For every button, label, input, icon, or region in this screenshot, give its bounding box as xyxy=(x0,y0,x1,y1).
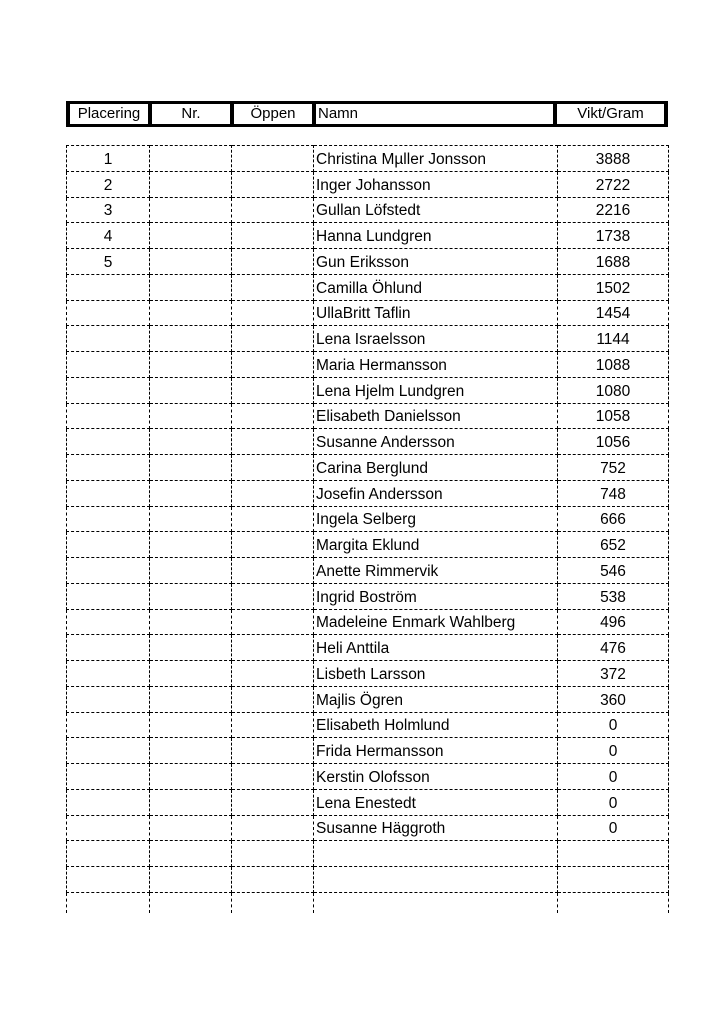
name-cell: Ingrid Boström xyxy=(314,583,558,609)
weight-cell: 0 xyxy=(558,738,669,764)
placering-cell xyxy=(67,558,150,584)
table-row xyxy=(67,738,669,764)
name-cell: Susanne Häggroth xyxy=(314,815,558,841)
oppen-cell xyxy=(232,326,314,352)
weight-cell: 538 xyxy=(558,583,669,609)
oppen-cell xyxy=(232,171,314,197)
header-namn: Namn xyxy=(316,104,553,124)
placering-cell xyxy=(67,480,150,506)
placering-cell xyxy=(67,429,150,455)
placering-cell xyxy=(67,635,150,661)
placering-cell xyxy=(67,274,150,300)
name-cell: Heli Anttila xyxy=(314,635,558,661)
placering-cell xyxy=(67,455,150,481)
table-row xyxy=(67,300,669,326)
table-row xyxy=(67,583,669,609)
weight-cell: 1502 xyxy=(558,274,669,300)
oppen-cell xyxy=(232,223,314,249)
oppen-cell xyxy=(232,661,314,687)
placering-cell: 2 xyxy=(67,171,150,197)
table-row xyxy=(67,326,669,352)
weight-cell: 372 xyxy=(558,661,669,687)
nr-cell xyxy=(150,764,232,790)
nr-cell xyxy=(150,712,232,738)
placering-cell xyxy=(67,841,150,867)
table-row xyxy=(67,867,669,893)
weight-cell: 652 xyxy=(558,532,669,558)
weight-cell: 752 xyxy=(558,455,669,481)
nr-cell xyxy=(150,403,232,429)
oppen-cell xyxy=(232,712,314,738)
nr-cell xyxy=(150,583,232,609)
weight-cell: 1080 xyxy=(558,377,669,403)
nr-cell xyxy=(150,532,232,558)
weight-cell: 2216 xyxy=(558,197,669,223)
weight-cell: 1738 xyxy=(558,223,669,249)
oppen-cell xyxy=(232,764,314,790)
nr-cell xyxy=(150,455,232,481)
nr-cell xyxy=(150,867,232,893)
weight-cell: 1688 xyxy=(558,249,669,275)
nr-cell xyxy=(150,377,232,403)
nr-cell xyxy=(150,609,232,635)
placering-cell: 3 xyxy=(67,197,150,223)
placering-cell xyxy=(67,789,150,815)
nr-cell xyxy=(150,635,232,661)
name-cell xyxy=(314,841,558,867)
table-row xyxy=(67,429,669,455)
nr-cell xyxy=(150,171,232,197)
oppen-cell xyxy=(232,815,314,841)
oppen-cell xyxy=(232,429,314,455)
table-row xyxy=(67,609,669,635)
placering-cell xyxy=(67,686,150,712)
table-row xyxy=(67,764,669,790)
table-row xyxy=(67,197,669,223)
weight-cell: 1058 xyxy=(558,403,669,429)
oppen-cell xyxy=(232,738,314,764)
weight-cell: 546 xyxy=(558,558,669,584)
table-row xyxy=(67,712,669,738)
weight-cell: 666 xyxy=(558,506,669,532)
name-cell: Lisbeth Larsson xyxy=(314,661,558,687)
oppen-cell xyxy=(232,635,314,661)
oppen-cell xyxy=(232,455,314,481)
placering-cell xyxy=(67,764,150,790)
table-row xyxy=(67,532,669,558)
weight-cell xyxy=(558,892,669,913)
oppen-cell xyxy=(232,274,314,300)
oppen-cell xyxy=(232,789,314,815)
name-cell xyxy=(314,867,558,893)
nr-cell xyxy=(150,789,232,815)
table-row xyxy=(67,146,669,172)
placering-cell: 4 xyxy=(67,223,150,249)
table-row xyxy=(67,815,669,841)
oppen-cell xyxy=(232,352,314,378)
placering-cell xyxy=(67,583,150,609)
table-row xyxy=(67,635,669,661)
name-cell: Inger Johansson xyxy=(314,171,558,197)
header-placering: Placering xyxy=(70,104,148,124)
header-oppen: Öppen xyxy=(234,104,312,124)
nr-cell xyxy=(150,558,232,584)
nr-cell xyxy=(150,146,232,172)
table-row xyxy=(67,274,669,300)
weight-cell: 476 xyxy=(558,635,669,661)
table-row xyxy=(67,223,669,249)
placering-cell xyxy=(67,609,150,635)
results-body xyxy=(67,146,669,913)
placering-cell xyxy=(67,892,150,913)
placering-cell xyxy=(67,377,150,403)
name-cell: Madeleine Enmark Wahlberg xyxy=(314,609,558,635)
table-row xyxy=(67,352,669,378)
placering-cell xyxy=(67,661,150,687)
table-row xyxy=(67,455,669,481)
nr-cell xyxy=(150,300,232,326)
results-table xyxy=(66,145,669,913)
oppen-cell xyxy=(232,300,314,326)
nr-cell xyxy=(150,480,232,506)
nr-cell xyxy=(150,686,232,712)
table-row xyxy=(67,892,669,913)
nr-cell xyxy=(150,249,232,275)
nr-cell xyxy=(150,429,232,455)
name-cell: Christina Mµller Jonsson xyxy=(314,146,558,172)
name-cell: Frida Hermansson xyxy=(314,738,558,764)
name-cell xyxy=(314,892,558,913)
oppen-cell xyxy=(232,609,314,635)
oppen-cell xyxy=(232,686,314,712)
table-row xyxy=(67,661,669,687)
weight-cell xyxy=(558,841,669,867)
oppen-cell xyxy=(232,583,314,609)
placering-cell xyxy=(67,300,150,326)
name-cell: Gun Eriksson xyxy=(314,249,558,275)
table-row xyxy=(67,377,669,403)
header-nr: Nr. xyxy=(152,104,230,124)
name-cell: Anette Rimmervik xyxy=(314,558,558,584)
weight-cell: 0 xyxy=(558,764,669,790)
name-cell: Hanna Lundgren xyxy=(314,223,558,249)
nr-cell xyxy=(150,326,232,352)
name-cell: Maria Hermansson xyxy=(314,352,558,378)
name-cell: Lena Israelsson xyxy=(314,326,558,352)
weight-cell: 1056 xyxy=(558,429,669,455)
table-row xyxy=(67,558,669,584)
table-row xyxy=(67,171,669,197)
weight-cell: 360 xyxy=(558,686,669,712)
name-cell: Carina Berglund xyxy=(314,455,558,481)
weight-cell: 1088 xyxy=(558,352,669,378)
placering-cell xyxy=(67,352,150,378)
nr-cell xyxy=(150,661,232,687)
nr-cell xyxy=(150,815,232,841)
placering-cell xyxy=(67,867,150,893)
name-cell: Margita Eklund xyxy=(314,532,558,558)
oppen-cell xyxy=(232,532,314,558)
weight-cell: 748 xyxy=(558,480,669,506)
nr-cell xyxy=(150,223,232,249)
weight-cell: 0 xyxy=(558,789,669,815)
placering-cell xyxy=(67,815,150,841)
nr-cell xyxy=(150,892,232,913)
table-row xyxy=(67,403,669,429)
name-cell: Elisabeth Danielsson xyxy=(314,403,558,429)
placering-cell xyxy=(67,403,150,429)
placering-cell xyxy=(67,326,150,352)
table-row xyxy=(67,686,669,712)
nr-cell xyxy=(150,506,232,532)
oppen-cell xyxy=(232,377,314,403)
weight-cell: 496 xyxy=(558,609,669,635)
oppen-cell xyxy=(232,197,314,223)
table-header xyxy=(66,101,668,127)
name-cell: Gullan Löfstedt xyxy=(314,197,558,223)
placering-cell xyxy=(67,532,150,558)
placering-cell: 5 xyxy=(67,249,150,275)
weight-cell: 1454 xyxy=(558,300,669,326)
table-row xyxy=(67,506,669,532)
name-cell: Ingela Selberg xyxy=(314,506,558,532)
table-row xyxy=(67,480,669,506)
table-row xyxy=(67,249,669,275)
name-cell: Kerstin Olofsson xyxy=(314,764,558,790)
nr-cell xyxy=(150,738,232,764)
name-cell: Elisabeth Holmlund xyxy=(314,712,558,738)
oppen-cell xyxy=(232,867,314,893)
nr-cell xyxy=(150,274,232,300)
oppen-cell xyxy=(232,146,314,172)
weight-cell xyxy=(558,867,669,893)
weight-cell: 2722 xyxy=(558,171,669,197)
weight-cell: 1144 xyxy=(558,326,669,352)
name-cell: Susanne Andersson xyxy=(314,429,558,455)
name-cell: Majlis Ögren xyxy=(314,686,558,712)
oppen-cell xyxy=(232,506,314,532)
placering-cell xyxy=(67,738,150,764)
name-cell: Camilla Öhlund xyxy=(314,274,558,300)
oppen-cell xyxy=(232,892,314,913)
weight-cell: 0 xyxy=(558,815,669,841)
placering-cell xyxy=(67,712,150,738)
weight-cell: 0 xyxy=(558,712,669,738)
nr-cell xyxy=(150,352,232,378)
name-cell: Lena Hjelm Lundgren xyxy=(314,377,558,403)
oppen-cell xyxy=(232,841,314,867)
table-row xyxy=(67,841,669,867)
placering-cell: 1 xyxy=(67,146,150,172)
placering-cell xyxy=(67,506,150,532)
oppen-cell xyxy=(232,403,314,429)
oppen-cell xyxy=(232,249,314,275)
table-row xyxy=(67,789,669,815)
header-vikt: Vikt/Gram xyxy=(557,104,664,124)
oppen-cell xyxy=(232,558,314,584)
oppen-cell xyxy=(232,480,314,506)
name-cell: Lena Enestedt xyxy=(314,789,558,815)
name-cell: Josefin Andersson xyxy=(314,480,558,506)
nr-cell xyxy=(150,197,232,223)
weight-cell: 3888 xyxy=(558,146,669,172)
name-cell: UllaBritt Taflin xyxy=(314,300,558,326)
nr-cell xyxy=(150,841,232,867)
